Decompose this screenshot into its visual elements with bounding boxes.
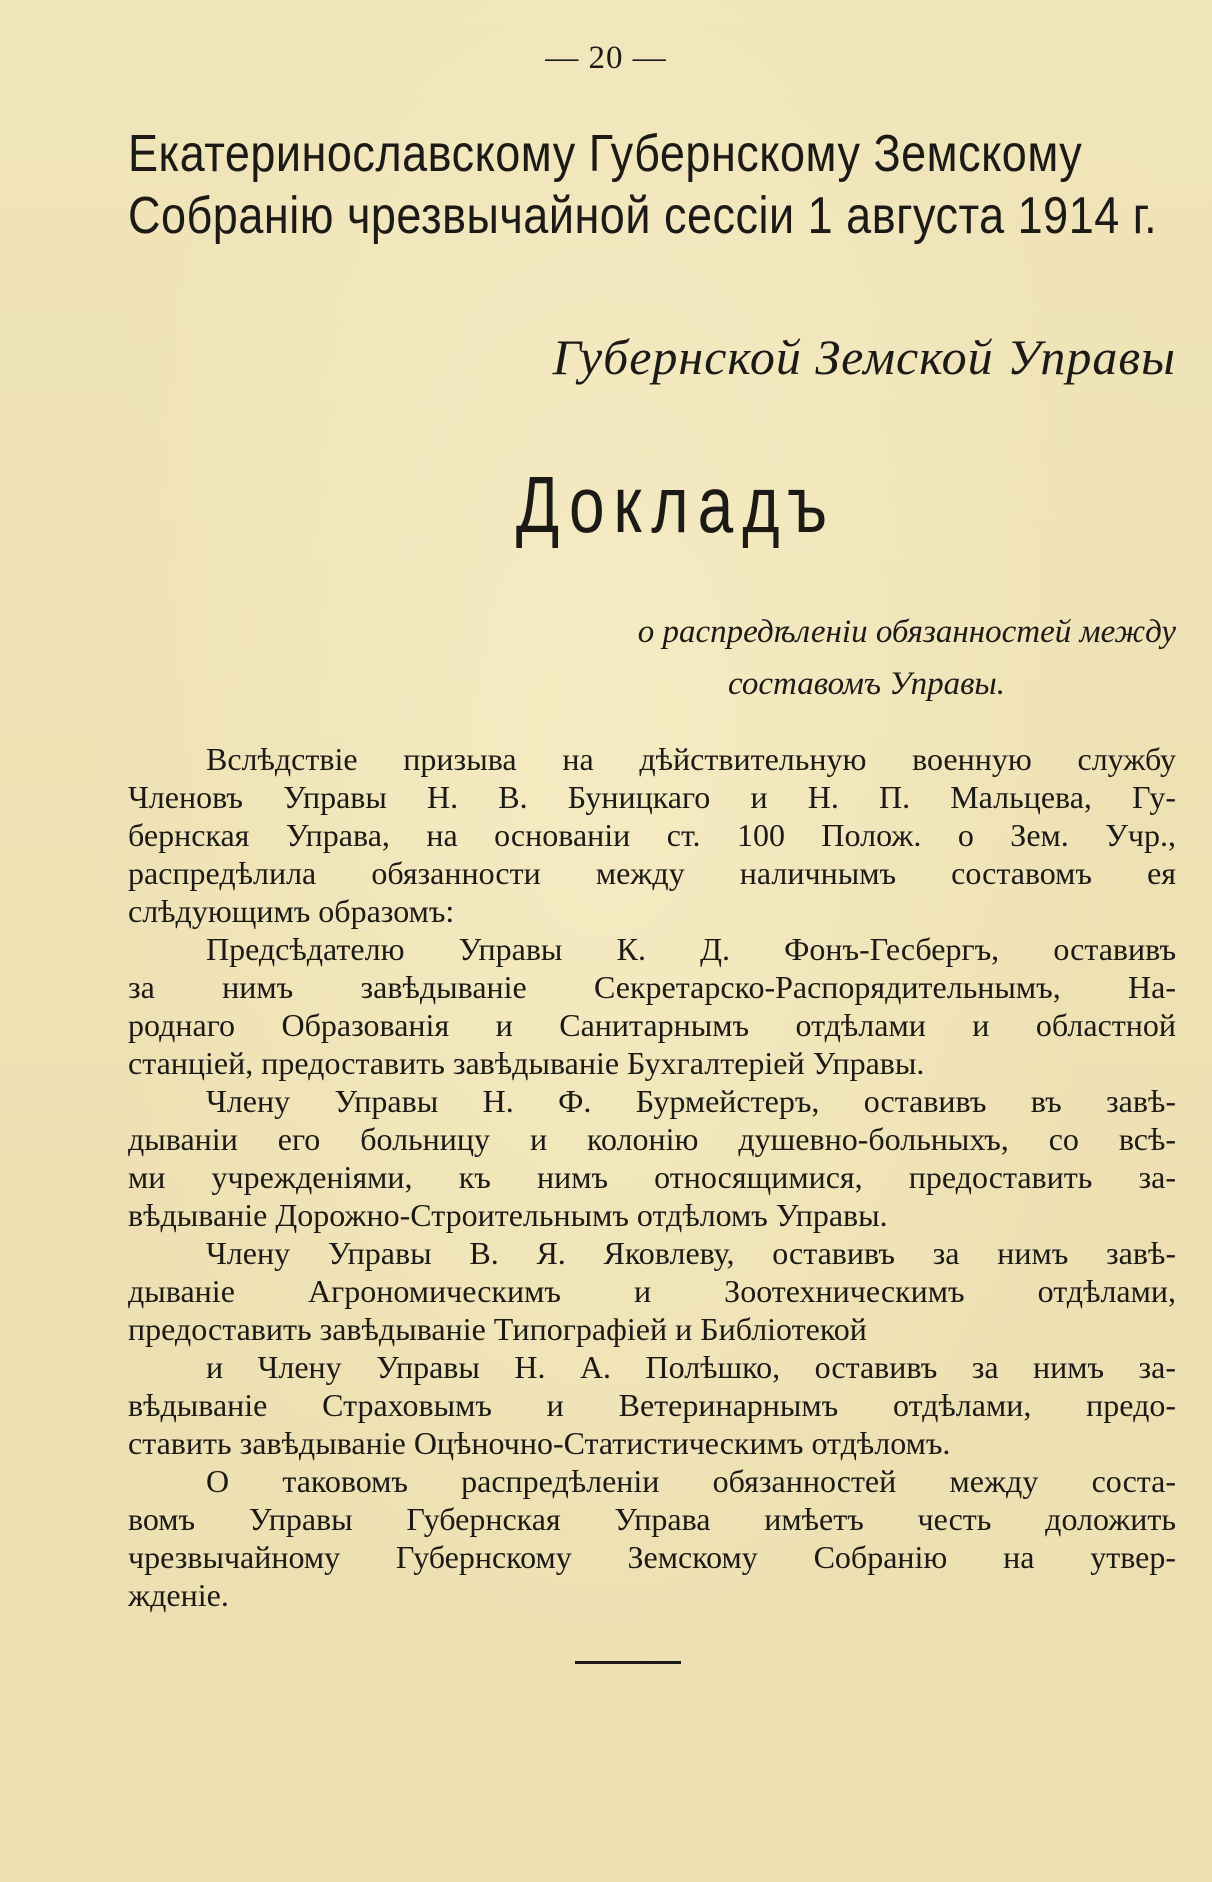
topic-line-1: о распредѣленіи обязанностей между [637,614,1176,650]
body-line: Членовъ Управы Н. В. Буницкаго и Н. П. Мальцева, Гу- [128,779,1176,815]
body-line: чрезвычайному Губернскому Земскому Собранію на утвер- [128,1539,1176,1575]
body-line: дываніи его больницу и колонію душевно-больныхъ, со всѣ- [128,1121,1176,1157]
subtitle: Губернской Земской Управы [552,329,1176,385]
body-line: вѣдываніе Страховымъ и Ветеринарнымъ отдѣлами, предо- [128,1387,1176,1423]
body-line: Члену Управы Н. Ф. Бурмейстеръ, оставивъ въ завѣ- [206,1083,1176,1119]
body-line: станціей, предоставить завѣдываніе Бухгалтеріей Управы. [128,1045,925,1081]
body-line: ставить завѣдываніе Оцѣночно-Статистическимъ отдѣломъ. [128,1425,951,1461]
body-line: вѣдываніе Дорожно-Строительнымъ отдѣломъ Управы. [128,1197,888,1233]
body-line: за нимъ завѣдываніе Секретарско-Распорядительнымъ, На- [128,969,1176,1005]
topic-line-2: составомъ Управы. [728,666,1005,702]
body-line: и Члену Управы Н. А. Полѣшко, оставивъ за нимъ за- [206,1349,1176,1385]
body-line: Члену Управы В. Я. Яковлеву, оставивъ за нимъ завѣ- [206,1235,1176,1271]
body-text [128,740,1176,1614]
title-line-1: Екатеринославскому Губернскому Земскому [128,123,1083,183]
body-line: распредѣлила обязанности между наличнымъ составомъ ея [128,855,1176,891]
title-line-2: Собранію чрезвычайной сессіи 1 августа 1914 г. [128,185,1158,245]
body-line: роднаго Образованія и Санитарнымъ отдѣлами и областной [128,1007,1176,1043]
body-line: жденіе. [128,1577,229,1613]
body-line: Предсѣдателю Управы К. Д. Фонъ-Гесбергъ, оставивъ [206,931,1176,967]
body-line: Вслѣдствіе призыва на дѣйствительную военную службу [206,741,1176,777]
body-line: дываніе Агрономическимъ и Зоотехническимъ отдѣлами, [128,1273,1176,1309]
body-line: слѣдующимъ образомъ: [128,893,455,929]
body-line: ми учрежденіями, къ нимъ относящимися, предоставить за- [128,1159,1176,1195]
document-heading: Докладъ [515,459,837,550]
closing-rule [575,1661,681,1664]
page-number: — 20 — [545,40,667,76]
body-line: бернская Управа, на основаніи ст. 100 Полож. о Зем. Учр., [128,817,1176,853]
body-line: предоставить завѣдываніе Типографіей и Библіотекой [128,1311,867,1347]
body-line: вомъ Управы Губернская Управа имѣетъ честь доложить [128,1501,1176,1537]
body-line: О таковомъ распредѣленіи обязанностей между соста- [206,1463,1176,1499]
